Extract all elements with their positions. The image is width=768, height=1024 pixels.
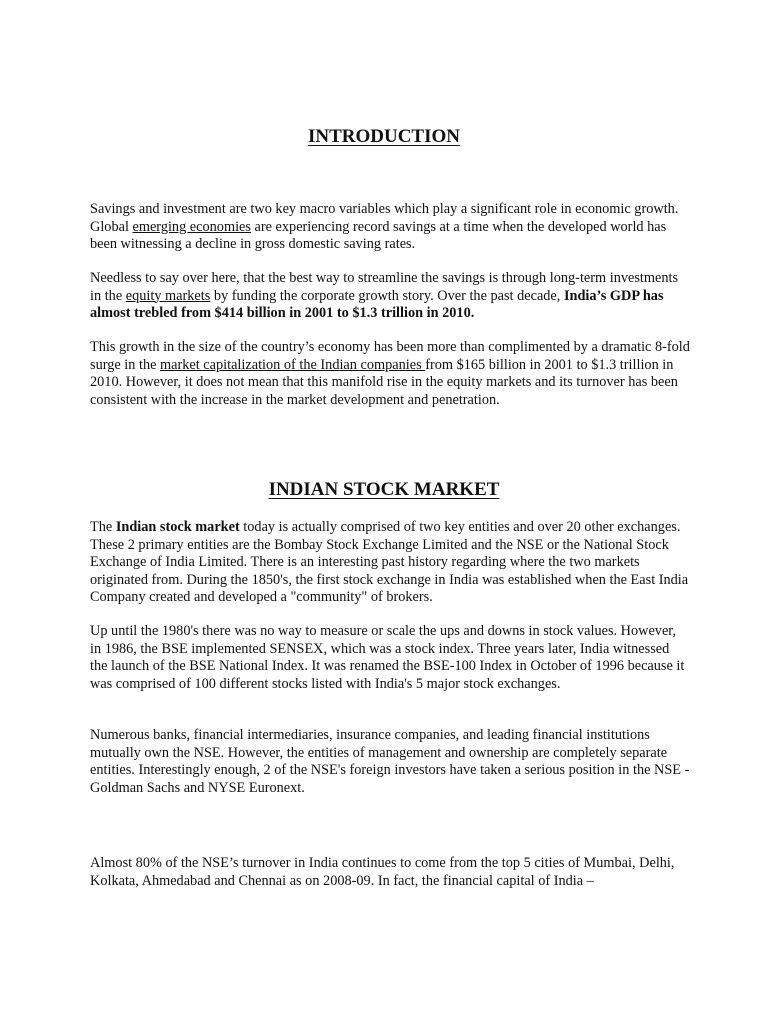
intro-paragraph-3 (90, 339, 690, 409)
equity-markets-link[interactable]: equity markets (125, 287, 211, 304)
intro-p2-bold-text: India’s GDP has almost trebled from $414 billion in 2001 to $1.3 trillion in 2010. (90, 287, 664, 321)
intro-p3-text-b: from $165 billion in 2001 to $1.3 trillion in 2010. However, it does not mean that this manifold rise in the equity markets and its turnover has been consistent with the increase in the market development and penetration. (90, 356, 678, 408)
market-capitalization-link[interactable]: market capitalization of the Indian companies (160, 356, 426, 373)
emerging-economies-link[interactable]: emerging economies (132, 218, 251, 235)
market-p1-text-a: The (90, 519, 116, 535)
intro-p2-text-b: by funding the corporate growth story. Over the past decade, (210, 287, 564, 304)
indian-stock-market-heading: INDIAN STOCK MARKET (268, 479, 500, 500)
market-paragraph-2: Up until the 1980's there was no way to measure or scale the ups and downs in stock values. However, in 1986, the BSE implemented SENSEX, which was a stock index. Three years later, India witnessed the launch of the BSE National Index. It was renamed the BSE-100 Index in October of 1996 because it was comprised of 100 different stocks listed with India's 5 major stock exchanges. (90, 623, 685, 692)
intro-paragraph-2 (90, 270, 690, 323)
introduction-heading: INTRODUCTION (307, 126, 461, 147)
intro-paragraph-1 (90, 201, 690, 254)
intro-p3-text-a: This growth in the size of the country’s economy has been more than complimented by a dramatic 8-fold surge in the (90, 339, 690, 373)
market-paragraph-1 (90, 519, 690, 607)
market-p1-bold-text: Indian stock market (115, 519, 240, 535)
intro-p2-text-a: Needless to say over here, that the best way to streamline the savings is through long-term investments in the (90, 270, 679, 304)
market-paragraph-4: Almost 80% of the NSE’s turnover in India continues to come from the top 5 cities of Mumbai, Delhi, Kolkata, Ahmedabad and Chennai as on 2008-09. In fact, the financial capital of India – (90, 855, 675, 889)
intro-p1-text-a: Savings and investment are two key macro variables which play a significant role in economic growth. Global (90, 201, 679, 235)
market-paragraph-3: Numerous banks, financial intermediaries, insurance companies, and leading financial institutions mutually own the NSE. However, the entities of management and ownership are completely separate entities. Interestingly enough, 2 of the NSE's foreign investors have taken a serious position in the NSE - Goldman Sachs and NYSE Euronext. (90, 727, 690, 796)
intro-p1-text-b: are experiencing record savings at a time when the developed world has been witnessing a decline in gross domestic saving rates. (90, 218, 667, 252)
market-p1-text-b: today is actually comprised of two key entities and over 20 other exchanges. These 2 primary entities are the Bombay Stock Exchange Limited and the NSE or the National Stock Exchange of India Limited. There is an interesting past history regarding where the two markets originated from. During the 1850's, the first stock exchange in India was established when the East India Company created and developed a "community" of brokers. (90, 519, 689, 605)
